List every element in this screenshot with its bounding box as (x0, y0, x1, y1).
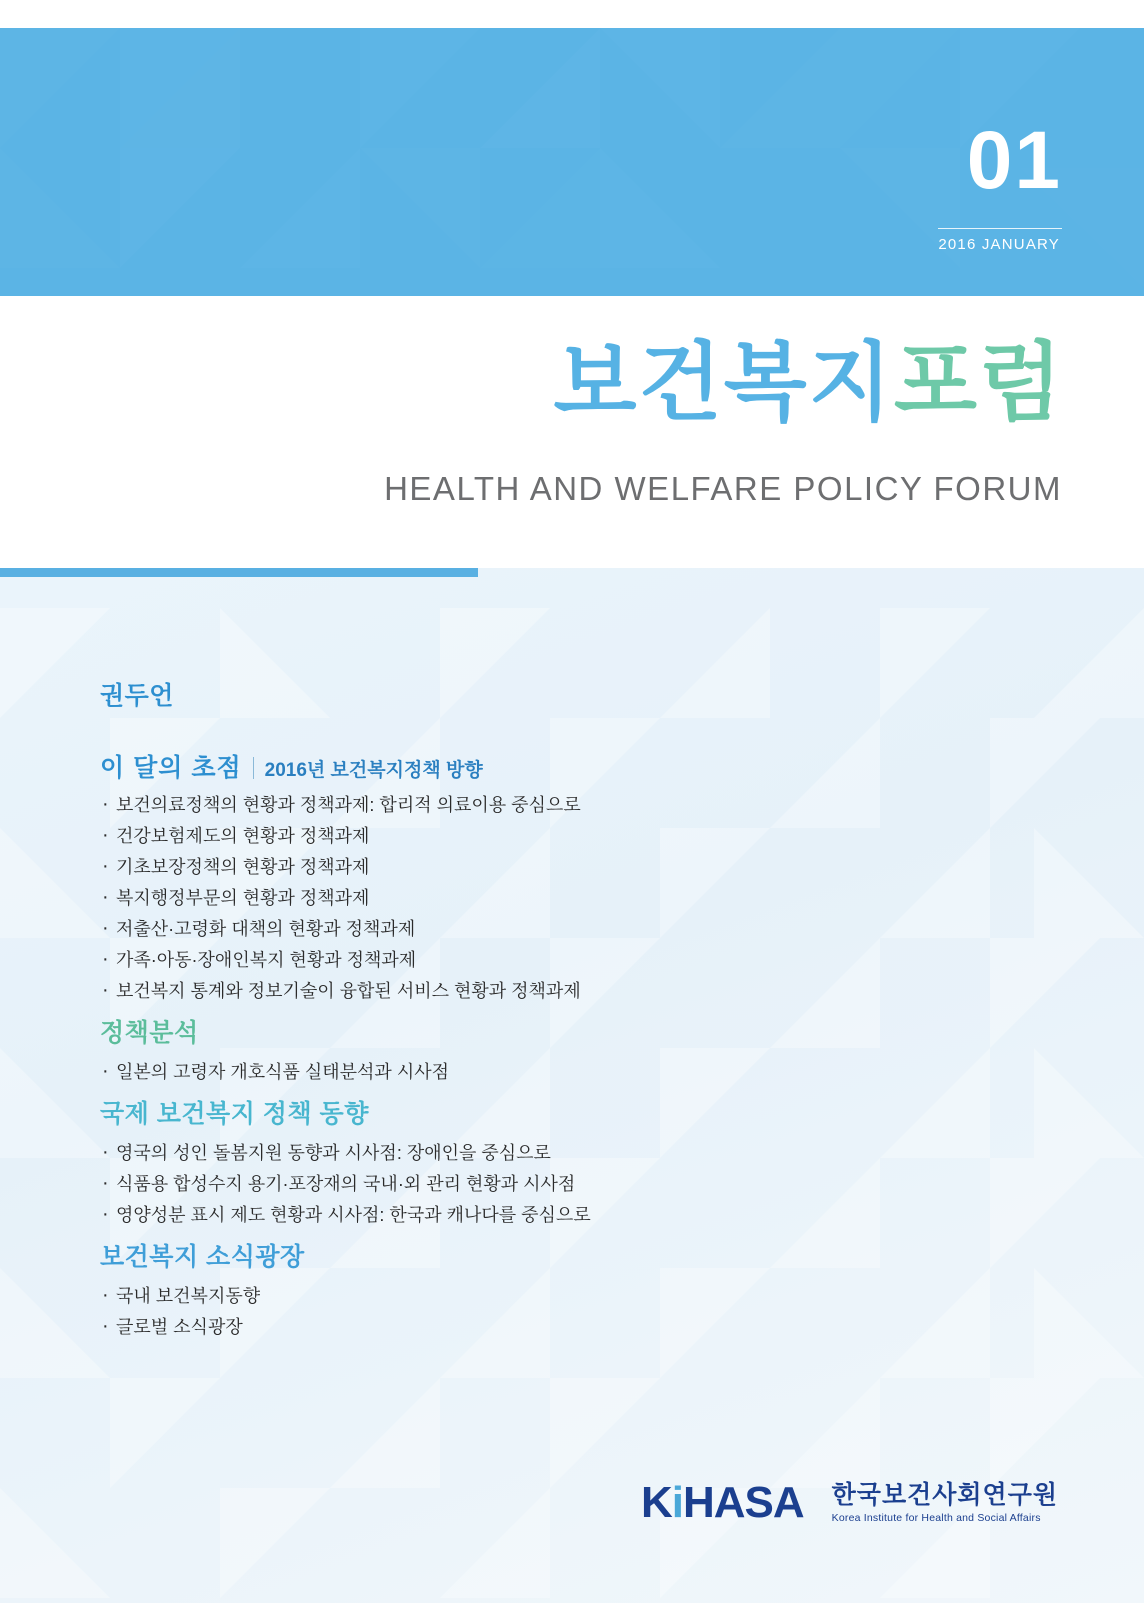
list-item[interactable]: · 건강보험제도의 현황과 정책과제 (100, 827, 760, 845)
toc-heading-divider (253, 757, 254, 779)
issue-date: 2016 JANUARY (938, 236, 1060, 253)
toc-heading-focus-main: 이 달의 초점 (100, 754, 242, 782)
toc-list-policy-analysis (100, 1063, 760, 1081)
cover-title-zone (0, 296, 1144, 568)
cover-top-band (0, 28, 1144, 296)
kihasa-letters-rest: HASA (682, 1478, 804, 1527)
publisher-name-korean: 한국보건사회연구원 (831, 1481, 1058, 1510)
publisher-name-block (818, 1482, 1058, 1523)
list-item[interactable]: · 식품용 합성수지 용기·포장재의 국내·외 관리 현황과 시사점 (100, 1175, 760, 1193)
list-item[interactable]: · 기초보장정책의 현황과 정책과제 (100, 858, 760, 876)
magazine-title-korean (553, 335, 1064, 431)
list-item[interactable]: · 글로벌 소식광장 (100, 1318, 760, 1336)
list-item[interactable]: · 보건의료정책의 현황과 정책과제: 합리적 의료이용 중심으로 (100, 796, 760, 814)
toc-heading-news[interactable]: 보건복지 소식광장 (100, 1243, 305, 1271)
toc-list-focus (100, 796, 760, 1000)
table-of-contents (100, 676, 760, 1349)
list-item[interactable]: · 영국의 성인 돌봄지원 동향과 시사점: 장애인을 중심으로 (100, 1144, 760, 1162)
list-item[interactable]: · 보건복지 통계와 정보기술이 융합된 서비스 현황과 정책과제 (100, 982, 760, 1000)
list-item[interactable]: · 복지행정부문의 현황과 정책과제 (100, 889, 760, 907)
kihasa-letter-k: K (640, 1478, 672, 1527)
magazine-title-korean-part2: 포럼 (893, 335, 1064, 431)
kihasa-letter-i: i (671, 1478, 683, 1527)
issue-date-rule (938, 228, 1062, 229)
list-item[interactable]: · 국내 보건복지동향 (100, 1287, 760, 1305)
list-item[interactable]: · 일본의 고령자 개호식품 실태분석과 시사점 (100, 1063, 760, 1081)
toc-heading-policy-analysis[interactable]: 정책분석 (100, 1019, 199, 1047)
list-item[interactable]: · 영양성분 표시 제도 현황과 시사점: 한국과 캐나다를 중심으로 (100, 1206, 760, 1224)
list-item[interactable]: · 가족·아동·장애인복지 현황과 정책과제 (100, 951, 760, 969)
list-item[interactable]: · 저출산·고령화 대책의 현황과 정책과제 (100, 920, 760, 938)
issue-number: 01 (966, 115, 1062, 206)
cover-contents-zone (0, 568, 1144, 1603)
magazine-title-korean-part1: 보건복지 (553, 335, 894, 431)
kihasa-wordmark (640, 1478, 804, 1527)
publisher-logo (640, 1478, 1058, 1527)
toc-heading-focus-subtitle: 2016년 보건복지정책 방향 (264, 760, 483, 781)
magazine-title-english: HEALTH AND WELFARE POLICY FORUM (384, 470, 1062, 507)
toc-heading-international[interactable]: 국제 보건복지 정책 동향 (100, 1100, 369, 1128)
toc-heading-foreword[interactable]: 권두언 (100, 682, 174, 710)
toc-list-international (100, 1144, 760, 1224)
publisher-name-english: Korea Institute for Health and Social Affairs (831, 1511, 1041, 1524)
toc-list-news (100, 1287, 760, 1336)
toc-heading-focus[interactable] (100, 748, 760, 784)
